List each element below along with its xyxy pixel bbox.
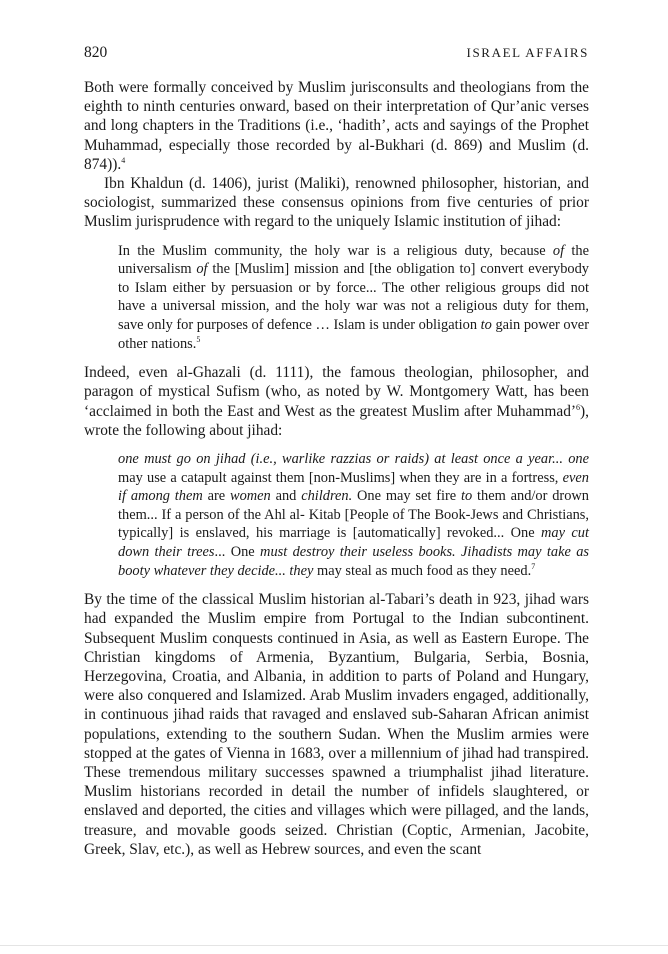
paragraph-1 — [84, 78, 589, 174]
quote-text: them and/or drown them... If a person of the Ahl al- Kitab [People of The Book-Jews and Christians, typically] is enslaved, his marriage is [automatically] revoked... One — [118, 488, 589, 542]
quote-emphasis: to — [480, 317, 492, 333]
quote-emphasis: must destroy their useless books. Jihadists may take as booty whatever they decide... they — [118, 543, 590, 579]
paragraph-4: By the time of the classical Muslim historian al-Tabari’s death in 923, jihad wars had expanded the Muslim empire from Portugal to the Indian subcontinent. Subsequent Muslim conquests continued in Asia, as well as Eastern Europe. The Christian kingdoms of Armenia, Byzantium, Bulgaria, Serbia, Bosnia, Herzegovina, Croatia, and Albania, in addition to parts of Poland and Hungary, were also conquered and Islamized. Arab Muslim invaders engaged, additionally, in continuous jihad raids that ravaged and enslaved sub-Saharan African animist populations, extending to the southern Sudan. When the Muslim armies were stopped at the gates of Vienna in 1683, over a millennium of jihad had transpired. These tremendous military successes spawned a triumphalist jihad literature. Muslim historians recorded in detail the number of infidels slaughtered, or enslaved and deported, the cities and villages which were pillaged, and the lands, treasure, and movable goods seized. Christian (Coptic, Armenian, Jacobite, Greek, Slav, etc.), as well as Hebrew sources, and even the scant — [84, 591, 589, 858]
paragraph-1-text: Both were formally conceived by Muslim jurisconsults and theologians from the eighth to ninth centuries onward, based on their interpretation of Qur’anic verses and long chapters in the Traditions (i.e., ‘hadith’, acts and sayings of the Prophet Muhammad, especially those recorded by al-Bukhari (d. 869) and Muslim (d. 874)). — [84, 79, 589, 173]
page-number: 820 — [84, 44, 108, 61]
quote-text: One may set fire — [352, 488, 462, 505]
page-bottom-edge — [0, 945, 668, 946]
quote-emphasis: children. — [301, 488, 353, 505]
block-quote-al-ghazali — [118, 450, 589, 580]
quote-emphasis: one must go on jihad (i.e., warlike razzias or raids) at least once a year... one — [118, 451, 589, 467]
quote-text: the universalism — [118, 242, 589, 278]
quote-text: In the Muslim community, the holy war is a religious duty, because — [118, 242, 553, 259]
quote-text: and — [270, 488, 302, 505]
quote-emphasis: of — [196, 261, 208, 278]
paragraph-3-text-end: ), wrote the following about jihad: — [84, 402, 589, 439]
body-text — [84, 78, 589, 859]
running-head: ISRAEL AFFAIRS — [466, 45, 589, 60]
quote-text: may steal as much food as they need. — [313, 562, 532, 579]
quote-text: are — [202, 488, 230, 505]
quote-emphasis: even if among them — [118, 469, 589, 505]
page-header — [84, 44, 589, 66]
paragraph-3 — [84, 363, 589, 440]
paragraph-2: Ibn Khaldun (d. 1406), jurist (Maliki), renowned philosopher, historian, and sociologist, summarized these consensus opinions from five centuries of prior Muslim jurisprudence with regard to the uniquely Islamic institution of jihad: — [84, 175, 589, 231]
quote-emphasis: may cut down their trees — [118, 525, 589, 560]
quote-text: ... One — [214, 543, 261, 560]
paragraph-3-text: Indeed, even al-Ghazali (d. 1111), the famous theologian, philosopher, and paragon of mystical Sufism (who, as noted by W. Montgomery Watt, has been ‘acclaimed in both the East and West as the greatest Muslim after Muhammad’ — [84, 364, 589, 420]
footnote-ref-7: 7 — [531, 561, 536, 571]
quote-emphasis: to — [461, 488, 473, 505]
block-quote-ibn-khaldun — [118, 242, 589, 354]
quote-text: the [Muslim] mission and [the obligation to] convert everybody to Islam either by persuasion or by force... The other religious groups did not have a universal mission, and the holy war was not a religious duty for them, save only for purposes of defence … Islam is under obligation — [118, 261, 589, 333]
footnote-ref-5: 5 — [196, 334, 201, 344]
footnote-ref-4: 4 — [121, 155, 126, 165]
quote-text: may use a catapult against them [non-Muslims] when they are in a fortress, — [118, 469, 563, 486]
footnote-ref-6: 6 — [576, 402, 581, 412]
quote-emphasis: of — [552, 242, 565, 259]
quote-emphasis: women — [229, 488, 271, 505]
quote-text: gain power over other nations. — [118, 317, 589, 352]
